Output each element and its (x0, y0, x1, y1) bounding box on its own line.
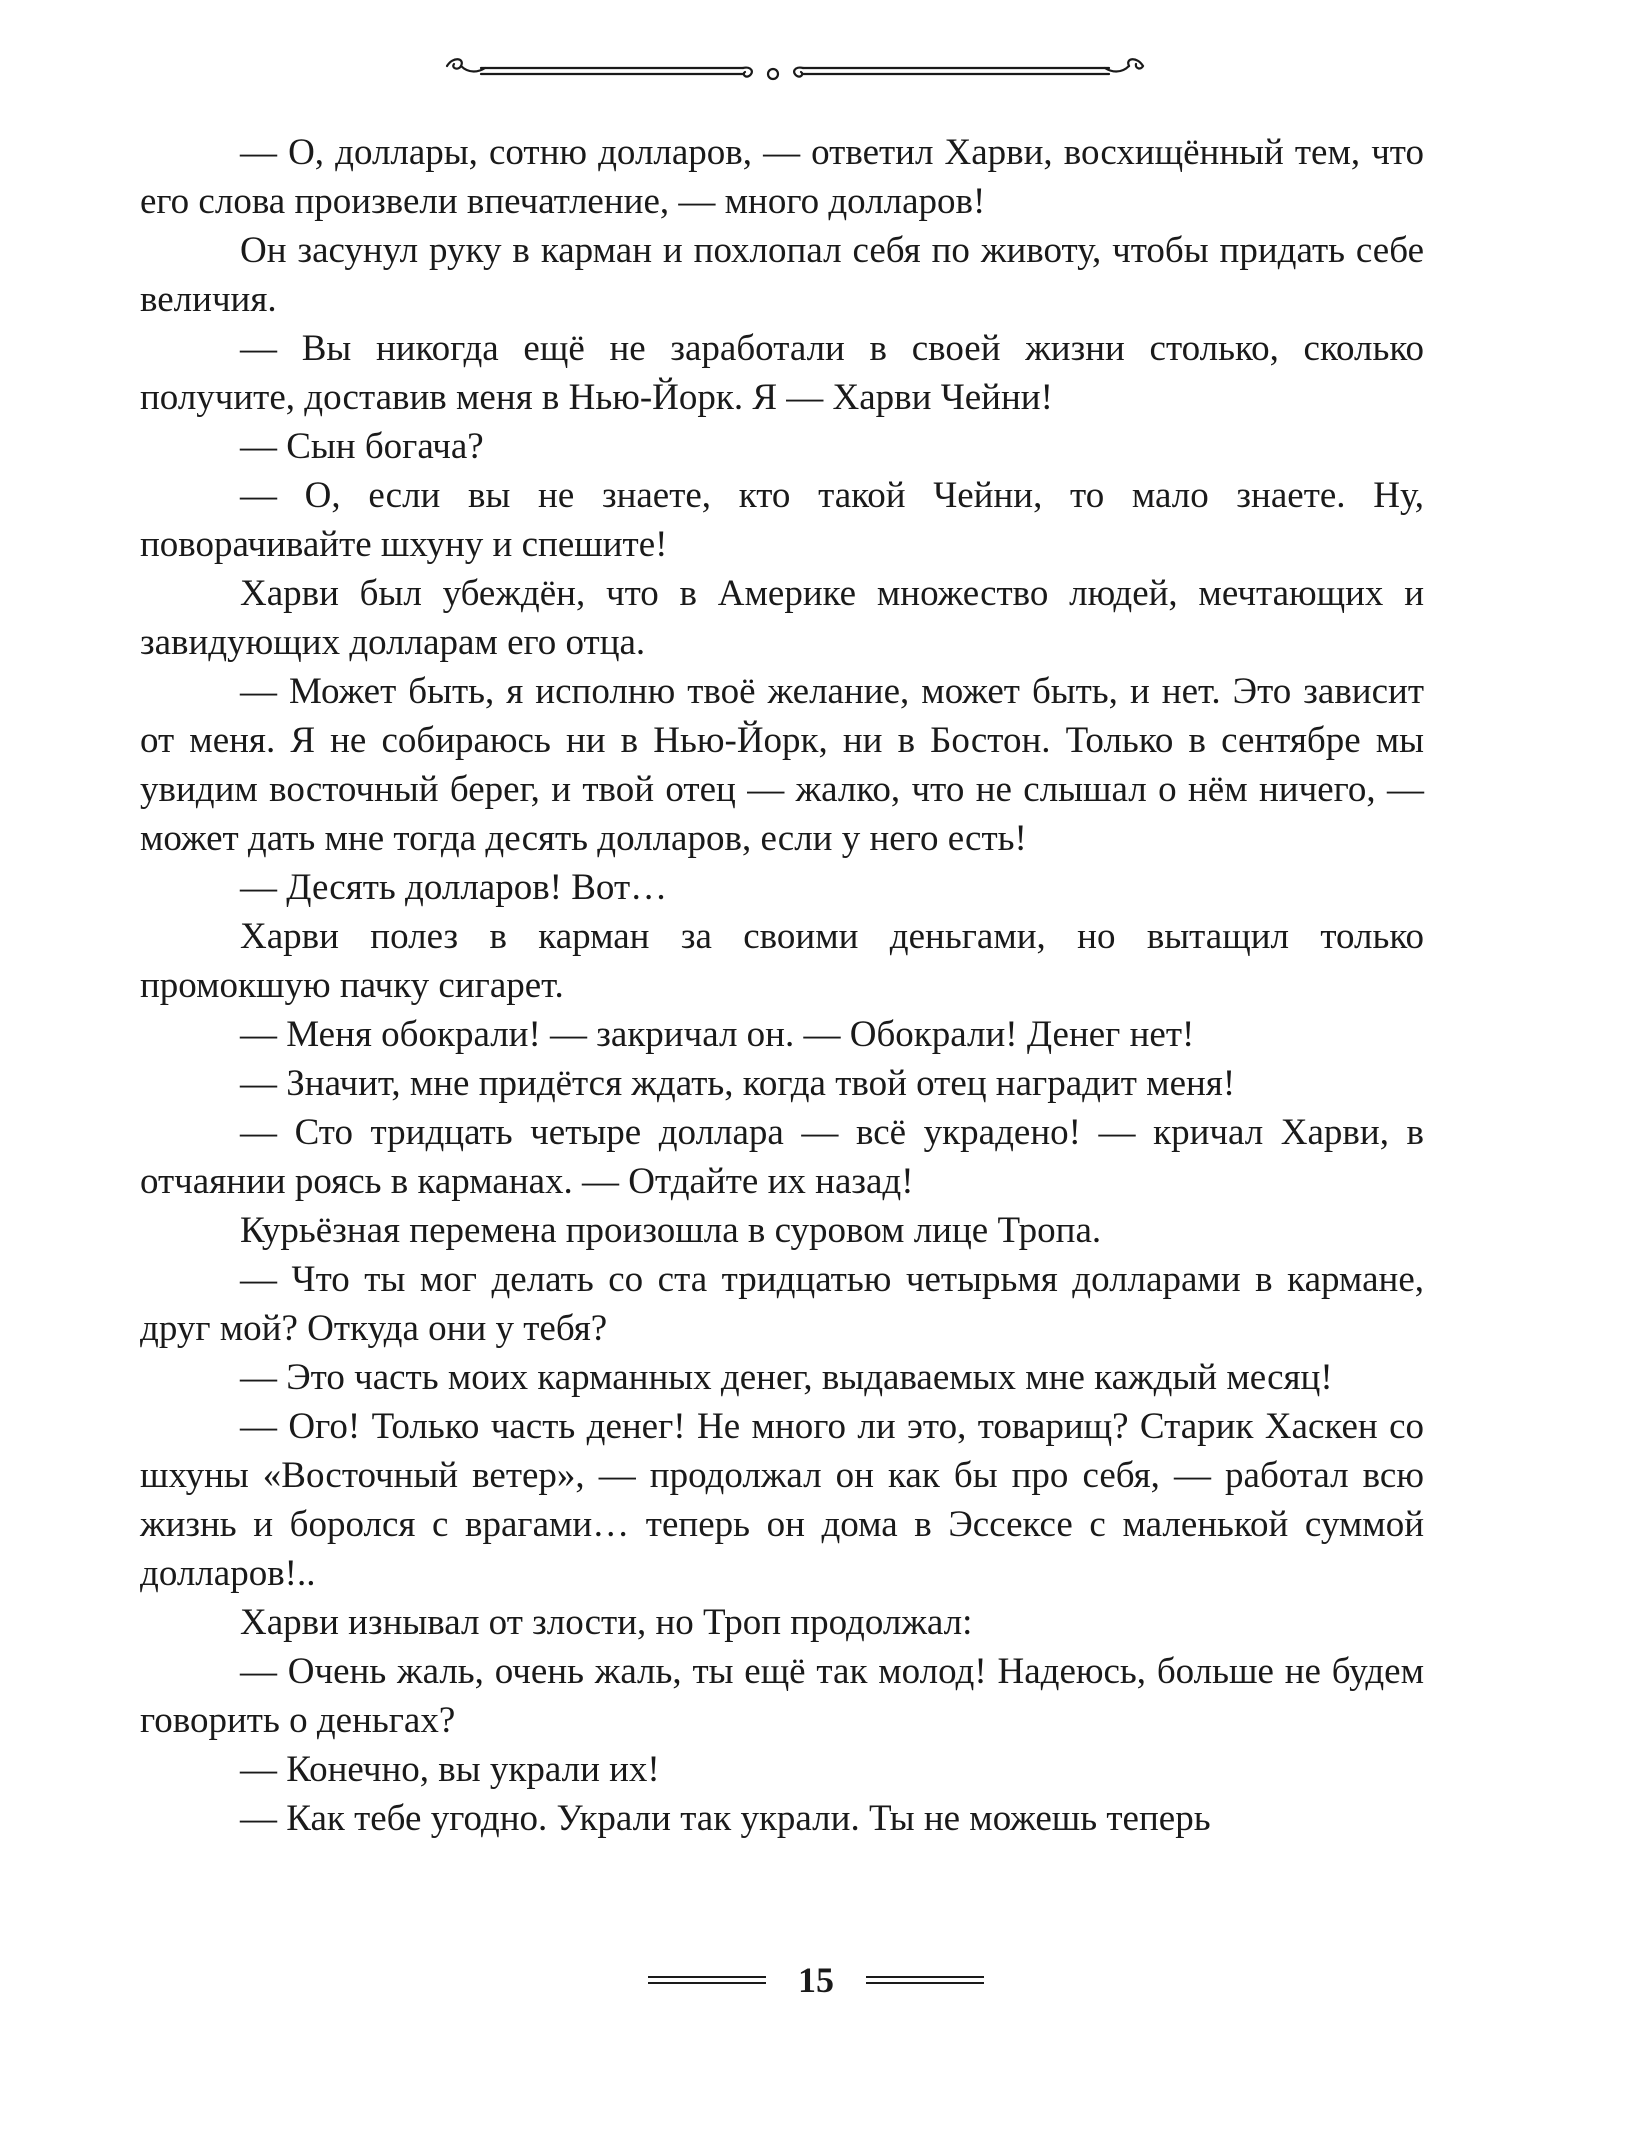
paragraph: — Вы никогда ещё не заработали в своей жизни столько, сколько получите, доставив меня в Нью-Йорк. Я — Харви Чейни! (140, 328, 1424, 418)
footer-rule-left (648, 1973, 766, 1987)
paragraph: — Очень жаль, очень жаль, ты ещё так молод! Надеюсь, больше не будем говорить о деньгах? (140, 1651, 1424, 1741)
paragraph: — Как тебе угодно. Украли так украли. Ты не можешь теперь (240, 1798, 1211, 1839)
page-number: 15 (798, 1960, 834, 2000)
paragraph: — Конечно, вы украли их! (240, 1749, 660, 1790)
paragraph: — Что ты мог делать со ста тридцатью четырьмя долларами в кармане, друг мой? Откуда они у тебя? (140, 1259, 1424, 1349)
paragraph: — Меня обокрали! — закричал он. — Обокрали! Денег нет! (240, 1014, 1195, 1055)
footer-rule-right (866, 1973, 984, 1987)
paragraph: — Значит, мне придётся ждать, когда твой отец наградит меня! (240, 1063, 1236, 1104)
page-footer (0, 1950, 1632, 2010)
paragraph: Курьёзная перемена произошла в суровом лице Тропа. (240, 1210, 1102, 1251)
paragraph: Харви был убеждён, что в Америке множество людей, мечтающих и завидующих долларам его отца. (140, 573, 1424, 663)
paragraph: Харви изнывал от злости, но Троп продолжал: (240, 1602, 973, 1643)
paragraph: — О, доллары, сотню долларов, — ответил Харви, восхищённый тем, что его слова произвели впечатление, — много долларов! (140, 132, 1424, 222)
body-text (140, 128, 1424, 1843)
paragraph: — Это часть моих карманных денег, выдаваемых мне каждый месяц! (240, 1357, 1333, 1398)
paragraph: — Десять долларов! Вот… (240, 867, 668, 908)
header-ornament (445, 52, 1145, 92)
paragraph: Он засунул руку в карман и похлопал себя по животу, чтобы придать себе величия. (140, 230, 1424, 320)
paragraph: — Может быть, я исполню твоё желание, может быть, и нет. Это зависит от меня. Я не собираюсь ни в Нью-Йорк, ни в Бостон. Только в сентябре мы увидим восточный берег, и твой отец — жалко, что не слышал о нём ничего, — может дать мне тогда десять долларов, если у него есть! (140, 671, 1424, 859)
paragraph: — Сын богача? (240, 426, 484, 467)
paragraph: Харви полез в карман за своими деньгами, но вытащил только промокшую пачку сигарет. (140, 916, 1424, 1006)
paragraph: — Ого! Только часть денег! Не много ли это, товарищ? Старик Хаскен со шхуны «Восточный ветер», — продолжал он как бы про себя, — работал всю жизнь и боролся с врагами… теперь он дома в Эссексе с маленькой суммой долларов!.. (140, 1406, 1424, 1594)
paragraph: — О, если вы не знаете, кто такой Чейни, то мало знаете. Ну, поворачивайте шхуну и спешите! (140, 475, 1424, 565)
paragraph: — Сто тридцать четыре доллара — всё украдено! — кричал Харви, в отчаянии роясь в карманах. — Отдайте их назад! (140, 1112, 1424, 1202)
